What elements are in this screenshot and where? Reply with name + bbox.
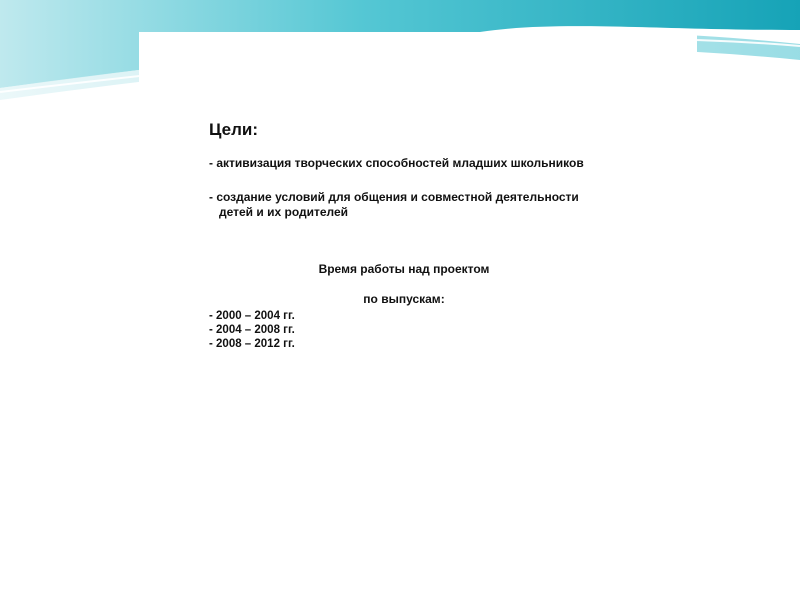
time-subtitle: по выпускам: [363, 292, 445, 306]
goal-item-continuation: детей и их родителей [219, 205, 349, 219]
period-item: - 2000 – 2004 гг. [209, 310, 295, 322]
goal-item: - создание условий для общения и совместной деятельности [209, 190, 579, 204]
period-item: - 2004 – 2008 гг. [209, 324, 295, 336]
goal-item: - активизация творческих способностей младших школьников [209, 156, 584, 170]
goals-heading: Цели: [209, 120, 258, 139]
page-sheet [139, 32, 697, 600]
period-item: - 2008 – 2012 гг. [209, 338, 295, 350]
time-title: Время работы над проектом [318, 262, 490, 276]
